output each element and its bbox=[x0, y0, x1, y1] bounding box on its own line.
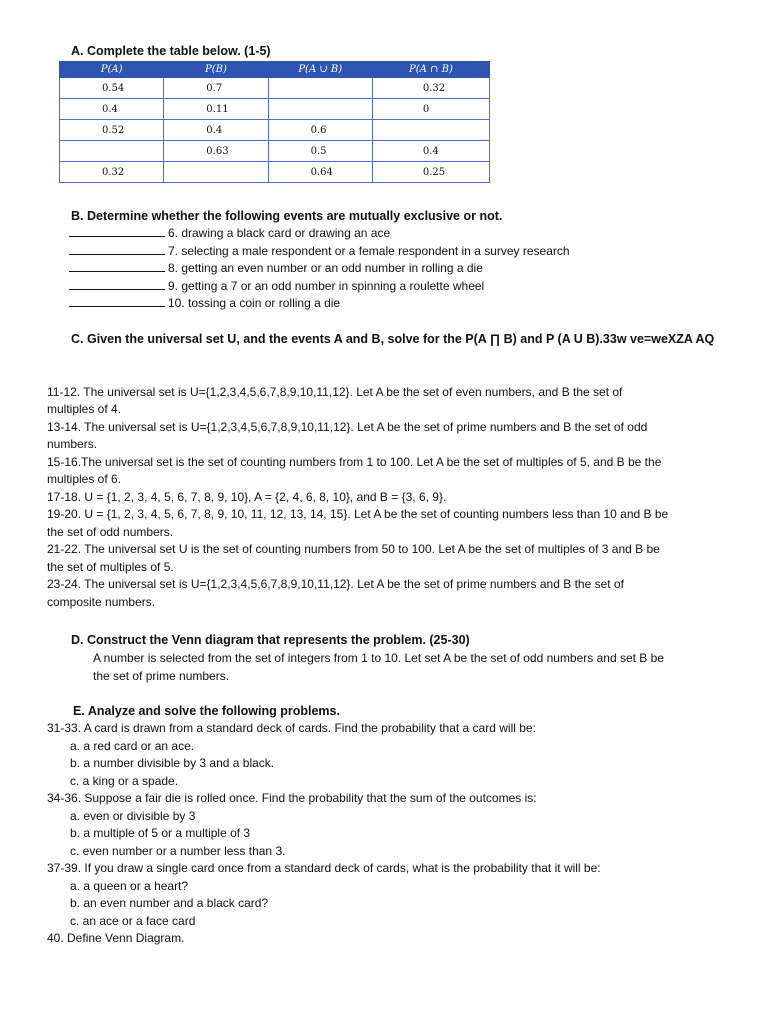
problem-line: composite numbers. bbox=[47, 595, 156, 609]
table-cell[interactable]: 0.4 bbox=[372, 141, 489, 162]
table-cell[interactable]: 0.32 bbox=[60, 162, 164, 183]
section-d-title: D. Construct the Venn diagram that represents the problem. (25-30) bbox=[71, 633, 470, 647]
problem-line: 19-20. U = {1, 2, 3, 4, 5, 6, 7, 8, 9, 10, 11, 12, 13, 14, 15}. Let A be the set of counting numbers less than 10 and B be bbox=[47, 507, 669, 521]
problem-line: 15-16.The universal set is the set of counting numbers from 1 to 100. Let A be the set of multiples of 5, and B be the bbox=[47, 455, 662, 469]
table-row bbox=[60, 99, 490, 120]
table-cell[interactable]: 0.25 bbox=[372, 162, 489, 183]
problem-line: 37-39. If you draw a single card once from a standard deck of cards, what is the probability that it will be: bbox=[47, 861, 601, 875]
table-cell[interactable]: 0.4 bbox=[164, 120, 268, 141]
list-item bbox=[69, 243, 570, 261]
item-text: 10. tossing a coin or rolling a die bbox=[168, 296, 341, 310]
section-c-title: C. Given the universal set U, and the events A and B, solve for the P(A ∏ B) and P (A U B).33w ve=weXZA AQ bbox=[71, 332, 715, 346]
problem-line: 21-22. The universal set U is the set of counting numbers from 50 to 100. Let A be the set of multiples of 3 and B be bbox=[47, 542, 660, 556]
table-cell[interactable] bbox=[268, 78, 372, 99]
sub-item: a. a queen or a heart? bbox=[70, 879, 189, 893]
header-p-a: P(A) bbox=[60, 62, 164, 78]
problem-line: numbers. bbox=[47, 437, 98, 451]
table-row bbox=[60, 141, 490, 162]
answer-blank[interactable] bbox=[69, 225, 165, 237]
answer-blank[interactable] bbox=[69, 260, 165, 272]
problem-line: 40. Define Venn Diagram. bbox=[47, 931, 185, 945]
sub-item: c. an ace or a face card bbox=[70, 914, 196, 928]
problem-line: the set of multiples of 5. bbox=[47, 560, 174, 574]
table-cell[interactable]: 0.4 bbox=[60, 99, 164, 120]
sub-item: c. even number or a number less than 3. bbox=[70, 844, 286, 858]
answer-blank[interactable] bbox=[69, 295, 165, 307]
table-cell[interactable]: 0.7 bbox=[164, 78, 268, 99]
table-cell[interactable]: 0.52 bbox=[60, 120, 164, 141]
sub-item: c. a king or a spade. bbox=[70, 774, 179, 788]
table-cell[interactable]: 0.5 bbox=[268, 141, 372, 162]
table-row bbox=[60, 78, 490, 99]
list-item bbox=[69, 295, 340, 313]
list-item bbox=[69, 260, 483, 278]
section-e-title: E. Analyze and solve the following problems. bbox=[73, 704, 340, 718]
answer-blank[interactable] bbox=[69, 243, 165, 255]
problem-line: 31-33. A card is drawn from a standard deck of cards. Find the probability that a card will be: bbox=[47, 721, 536, 735]
table-cell[interactable] bbox=[372, 120, 489, 141]
problem-line: multiples of 6. bbox=[47, 472, 122, 486]
table-cell[interactable]: 0.6 bbox=[268, 120, 372, 141]
item-text: 6. drawing a black card or drawing an ace bbox=[168, 226, 391, 240]
problem-line: 23-24. The universal set is U={1,2,3,4,5,6,7,8,9,10,11,12}. Let A be the set of prime numbers and B the set of bbox=[47, 577, 624, 591]
table-cell[interactable] bbox=[268, 99, 372, 120]
problem-line: 34-36. Suppose a fair die is rolled once. Find the probability that the sum of the outcomes is: bbox=[47, 791, 537, 805]
section-a-title: A. Complete the table below. (1-5) bbox=[71, 44, 271, 58]
problem-line: 11-12. The universal set is U={1,2,3,4,5,6,7,8,9,10,11,12}. Let A be the set of even numbers, and B the set of bbox=[47, 385, 623, 399]
sub-item: b. an even number and a black card? bbox=[70, 896, 269, 910]
probability-table bbox=[59, 61, 490, 183]
table-row bbox=[60, 120, 490, 141]
table-cell[interactable] bbox=[164, 162, 268, 183]
sub-item: a. a red card or an ace. bbox=[70, 739, 195, 753]
table-cell[interactable]: 0.64 bbox=[268, 162, 372, 183]
header-p-b: P(B) bbox=[164, 62, 268, 78]
sub-item: b. a multiple of 5 or a multiple of 3 bbox=[70, 826, 251, 840]
problem-line: A number is selected from the set of integers from 1 to 10. Let set A be the set of odd numbers and set B be bbox=[93, 651, 664, 665]
list-item bbox=[69, 278, 484, 296]
table-header-row bbox=[60, 62, 490, 78]
item-text: 7. selecting a male respondent or a female respondent in a survey research bbox=[168, 244, 570, 258]
header-p-a-union-b: P(A ∪ B) bbox=[268, 62, 372, 78]
sub-item: a. even or divisible by 3 bbox=[70, 809, 196, 823]
table-cell[interactable]: 0.54 bbox=[60, 78, 164, 99]
table-cell[interactable]: 0 bbox=[372, 99, 489, 120]
table-row bbox=[60, 162, 490, 183]
problem-line: the set of odd numbers. bbox=[47, 525, 174, 539]
sub-item: b. a number divisible by 3 and a black. bbox=[70, 756, 275, 770]
problem-line: 17-18. U = {1, 2, 3, 4, 5, 6, 7, 8, 9, 10}, A = {2, 4, 6, 8, 10}, and B = {3, 6, 9}. bbox=[47, 490, 447, 504]
table-cell[interactable]: 0.11 bbox=[164, 99, 268, 120]
header-p-a-intersect-b: P(A ∩ B) bbox=[372, 62, 489, 78]
section-b-title: B. Determine whether the following events are mutually exclusive or not. bbox=[71, 209, 503, 223]
table-cell[interactable] bbox=[60, 141, 164, 162]
problem-line: the set of prime numbers. bbox=[93, 669, 230, 683]
answer-blank[interactable] bbox=[69, 278, 165, 290]
table-cell[interactable]: 0.32 bbox=[372, 78, 489, 99]
list-item bbox=[69, 225, 390, 243]
table-cell[interactable]: 0.63 bbox=[164, 141, 268, 162]
item-text: 9. getting a 7 or an odd number in spinning a roulette wheel bbox=[168, 279, 485, 293]
problem-line: 13-14. The universal set is U={1,2,3,4,5,6,7,8,9,10,11,12}. Let A be the set of prime numbers and B the set of odd bbox=[47, 420, 648, 434]
item-text: 8. getting an even number or an odd number in rolling a die bbox=[168, 261, 483, 275]
problem-line: multiples of 4. bbox=[47, 402, 122, 416]
